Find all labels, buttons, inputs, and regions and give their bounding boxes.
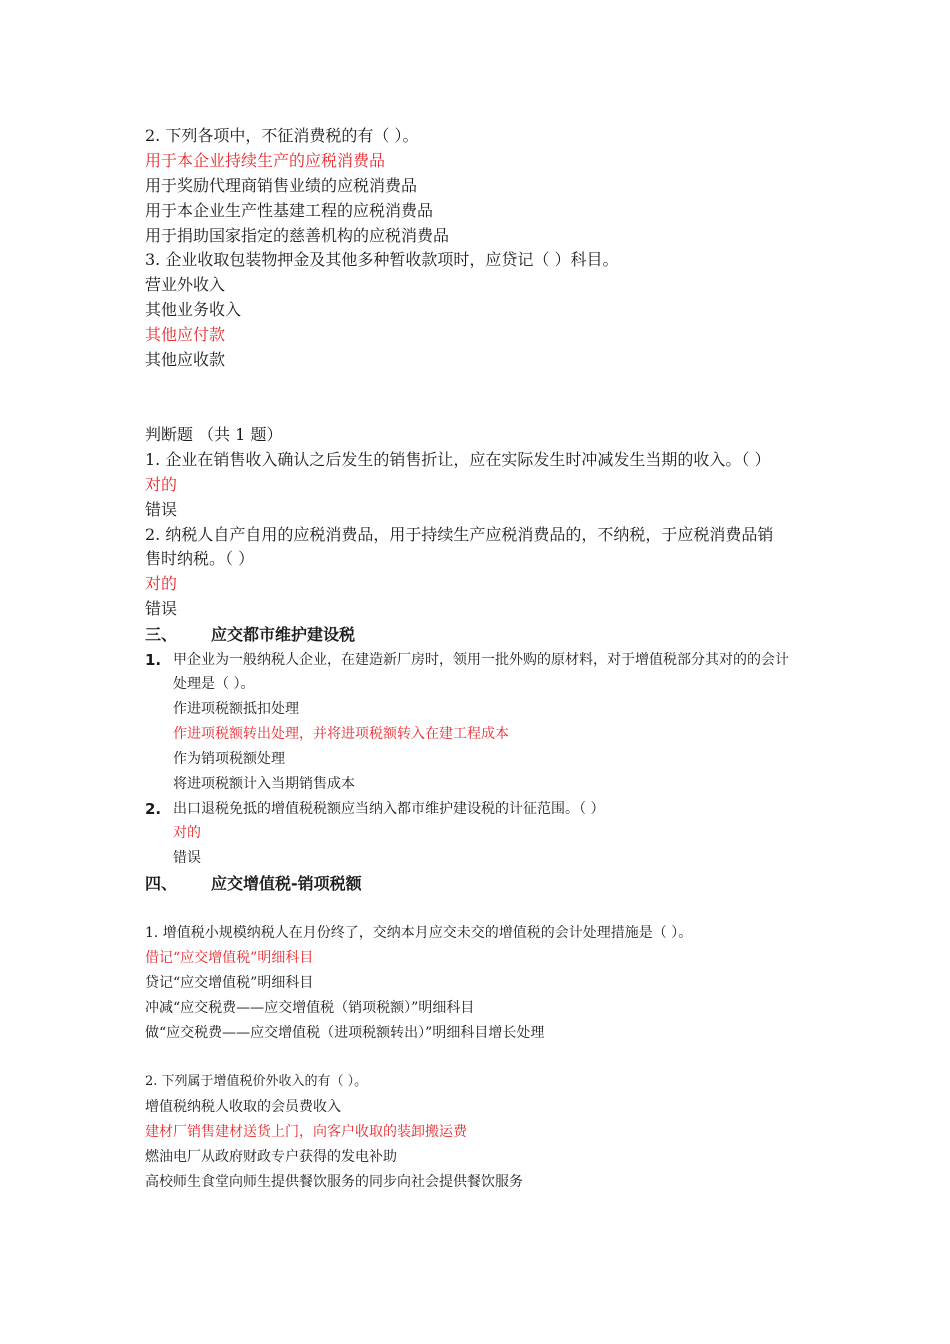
question-number: 1. [145, 651, 162, 669]
answer-option: 借记“应交增值税”明细科目 [145, 950, 314, 966]
option: 错误 [173, 850, 201, 866]
section-heading: 应交增值税-销项税额 [211, 874, 362, 893]
section-number: 四、 [145, 874, 178, 893]
answer-option: 建材厂销售建材送货上门，向客户收取的装卸搬运费 [145, 1124, 467, 1140]
question-stem: 2. 下列各项中，不征消费税的有（ ）。 [145, 126, 419, 145]
question-stem: 1. 企业在销售收入确认之后发生的销售折让，应在实际发生时冲减发生当期的收入。（ ） [145, 450, 771, 469]
option: 其他业务收入 [145, 300, 242, 319]
option: 冲减“应交税费——应交增值税（销项税额）”明细科目 [145, 1000, 475, 1016]
section-number: 三、 [145, 625, 178, 644]
option: 用于捐助国家指定的慈善机构的应税消费品 [145, 226, 450, 245]
question-stem: 2. 纳税人自产自用的应税消费品，用于持续生产应税消费品的，不纳税，于应税消费品销 [145, 525, 774, 544]
option: 燃油电厂从政府财政专户获得的发电补助 [145, 1149, 397, 1165]
option: 错误 [145, 500, 178, 519]
option: 营业外收入 [145, 275, 226, 294]
option: 将进项税额计入当期销售成本 [173, 776, 355, 792]
question-stem: 出口退税免抵的增值税税额应当纳入都市维护建设税的计征范围。（ ） [173, 801, 605, 817]
section-heading: 应交都市维护建设税 [211, 625, 356, 644]
answer-option: 对的 [145, 475, 178, 494]
option: 错误 [145, 599, 178, 618]
question-stem: 3. 企业收取包装物押金及其他多种暂收款项时，应贷记（ ）科目。 [145, 250, 619, 269]
option: 用于本企业生产性基建工程的应税消费品 [145, 201, 434, 220]
option: 作进项税额抵扣处理 [173, 701, 299, 717]
option: 做“应交税费——应交增值税（进项税额转出）”明细科目增长处理 [145, 1025, 545, 1041]
question-stem: 2. 下列属于增值税价外收入的有（ ）。 [145, 1074, 368, 1089]
option: 贷记“应交增值税”明细科目 [145, 975, 314, 991]
answer-option: 用于本企业持续生产的应税消费品 [145, 151, 386, 170]
answer-option: 其他应付款 [145, 325, 226, 344]
option: 增值税纳税人收取的会员费收入 [145, 1099, 341, 1115]
question-stem-cont: 售时纳税。（ ） [145, 549, 255, 568]
option: 用于奖励代理商销售业绩的应税消费品 [145, 176, 418, 195]
option: 高校师生食堂向师生提供餐饮服务的同步向社会提供餐饮服务 [145, 1174, 523, 1190]
option: 作为销项税额处理 [173, 751, 285, 767]
question-number: 2. [145, 800, 162, 818]
option: 其他应收款 [145, 350, 226, 369]
section-title: 判断题 （共 1 题） [145, 425, 283, 444]
answer-option: 作进项税额转出处理，并将进项税额转入在建工程成本 [173, 726, 509, 742]
question-stem-cont: 处理是（ ）。 [173, 676, 255, 692]
answer-option: 对的 [145, 574, 178, 593]
question-stem: 甲企业为一般纳税人企业，在建造新厂房时，领用一批外购的原材料，对于增值税部分其对的的会计 [173, 652, 789, 668]
question-stem: 1. 增值税小规模纳税人在月份终了，交纳本月应交未交的增值税的会计处理措施是（ ）。 [145, 925, 693, 941]
answer-option: 对的 [173, 825, 201, 841]
